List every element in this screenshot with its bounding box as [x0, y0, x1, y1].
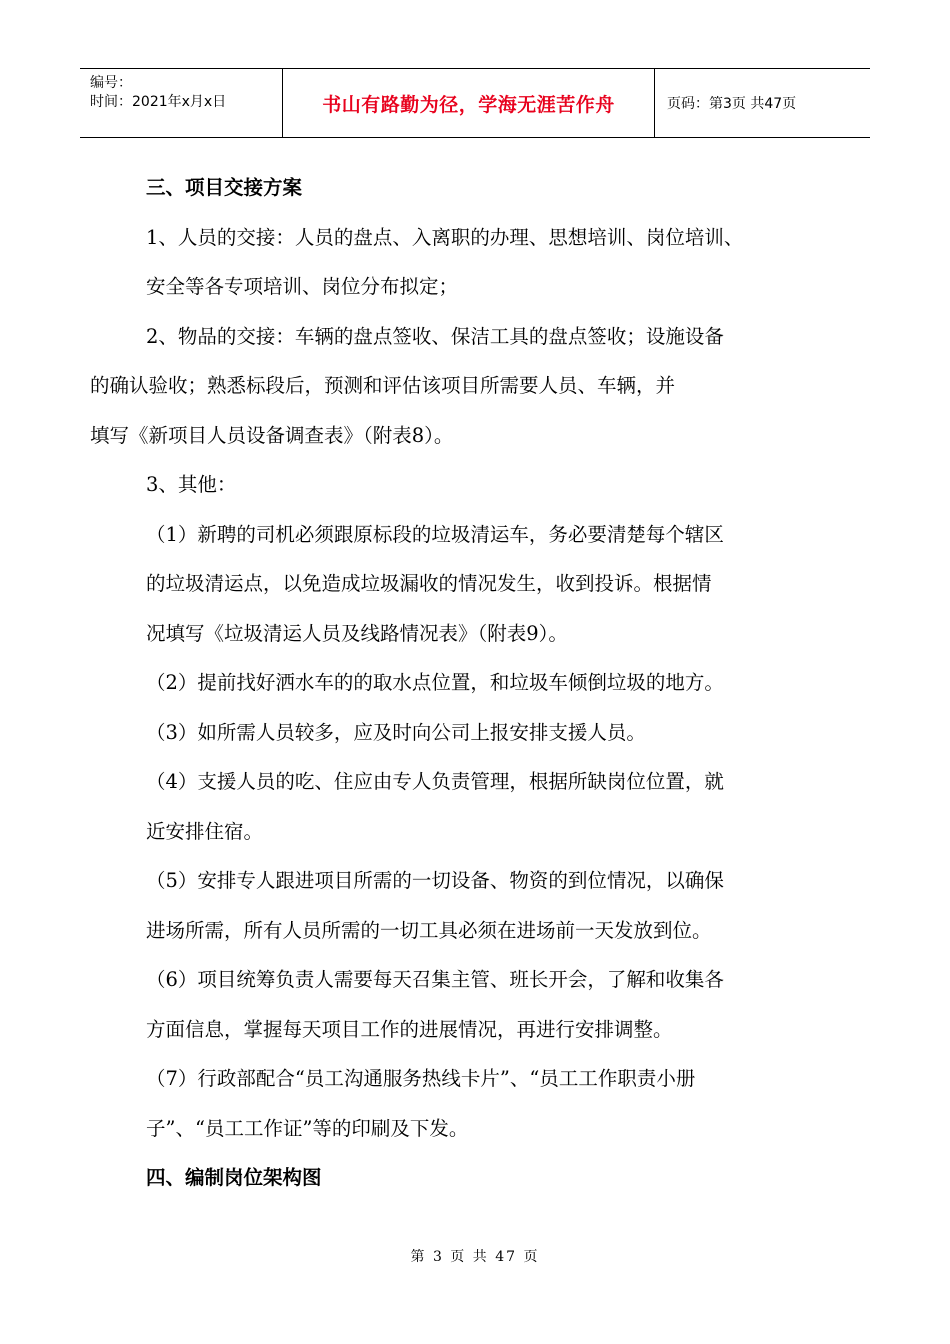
- body-line: 进场所需，所有人员所需的一切工具必须在进场前一天发放到位。: [146, 918, 712, 942]
- header-meta: [80, 69, 283, 137]
- section-heading-3: 三、项目交接方案: [146, 176, 303, 199]
- body-line: 2、物品的交接：车辆的盘点签收、保洁工具的盘点签收；设施设备: [146, 324, 724, 348]
- body-line: 的确认验收；熟悉标段后，预测和评估该项目所需要人员、车辆，并: [90, 374, 676, 397]
- body-line: （6）项目统筹负责人需要每天召集主管、班长开会，了解和收集各: [146, 968, 724, 991]
- document-time-label: 时间：2021年x月x日: [90, 94, 227, 110]
- body-line: 近安排住宿。: [146, 819, 264, 843]
- section-heading-4: 四、编制岗位架构图: [146, 1166, 322, 1189]
- body-line: 方面信息，掌握每天项目工作的进展情况，再进行安排调整。: [146, 1017, 673, 1041]
- body-line: 3、其他：: [146, 473, 237, 496]
- document-body: [90, 163, 820, 1203]
- body-line: 安全等各专项培训、岗位分布拟定；: [146, 275, 459, 298]
- body-line: （3）如所需人员较多，应及时向公司上报安排支援人员。: [146, 720, 646, 744]
- body-line: 填写《新项目人员设备调查表》（附表8）。: [90, 423, 454, 447]
- body-line: （5）安排专人跟进项目所需的一切设备、物资的到位情况，以确保: [146, 869, 724, 892]
- header-page-info: 页码：第3页 共47页: [667, 96, 797, 112]
- body-line: 子”、“员工工作证”等的印刷及下发。: [146, 1116, 469, 1140]
- body-line: 的垃圾清运点，以免造成垃圾漏收的情况发生，收到投诉。根据情: [146, 572, 712, 595]
- document-number-label: 编号：: [90, 75, 132, 91]
- page-footer: 第 3 页 共 47 页: [410, 1249, 540, 1265]
- header-motto: 书山有路勤为径，学海无涯苦作舟: [283, 69, 655, 137]
- body-line: （4）支援人员的吃、住应由专人负责管理，根据所缺岗位位置，就: [146, 770, 724, 793]
- body-line: （2）提前找好洒水车的的取水点位置，和垃圾车倾倒垃圾的地方。: [146, 671, 724, 694]
- page-header: [80, 68, 870, 138]
- body-line: （1）新聘的司机必须跟原标段的垃圾清运车，务必要清楚每个辖区: [146, 522, 724, 546]
- body-line: 况填写《垃圾清运人员及线路情况表》（附表9）。: [146, 621, 568, 645]
- body-line: （7）行政部配合“员工沟通服务热线卡片”、“员工工作职责小册: [146, 1067, 696, 1090]
- body-line: 1、人员的交接：人员的盘点、入离职的办理、思想培训、岗位培训、: [146, 225, 744, 249]
